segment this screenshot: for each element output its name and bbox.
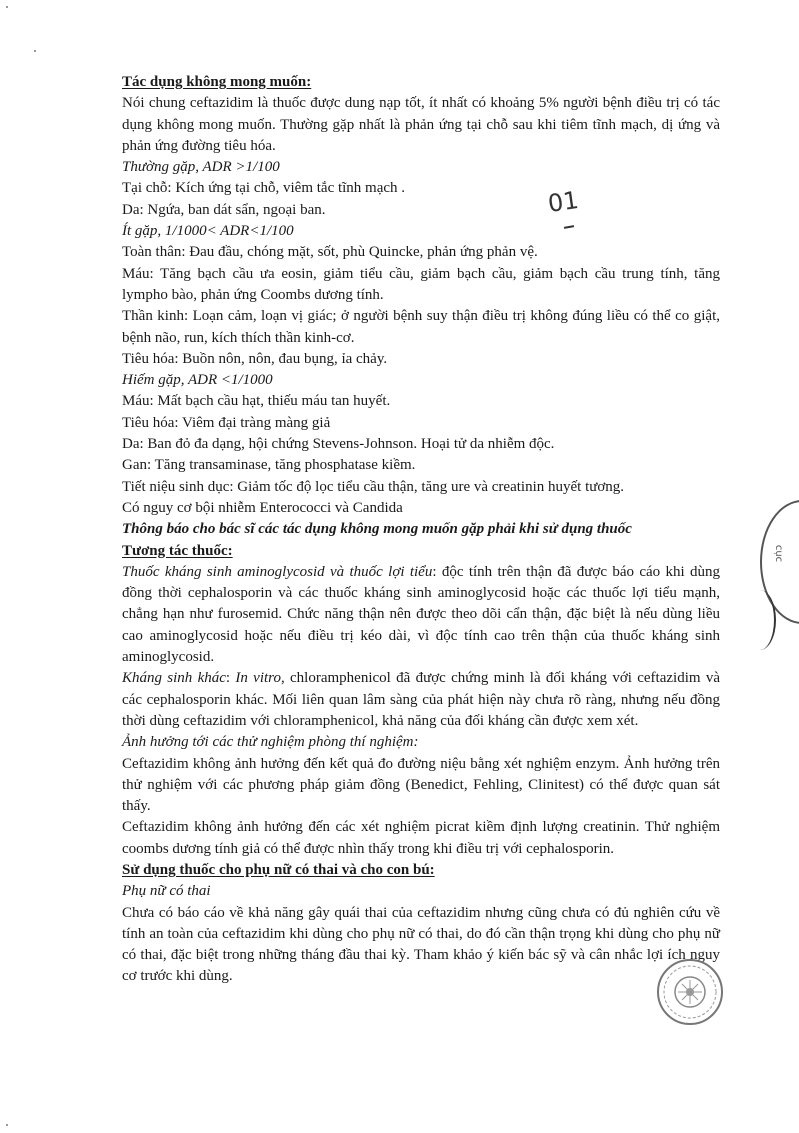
pregnancy-paragraph: Chưa có báo cáo về khả năng gây quái thai của ceftazidim nhưng cũng chưa có đủ nghiên cứu về tính an toàn của ceftazidim khi dùng cho phụ nữ có thai, do đó cần thận trọng khi dùng cho phụ nữ có thai, đặc biệt trong những tháng đầu thai kỳ. Tham khảo ý kiến bác sỹ và cân nhắc lợi ích nguy cơ trước khi dùng. bbox=[122, 904, 720, 985]
list-item: Tiêu hóa: Viêm đại tràng màng giả bbox=[122, 414, 331, 431]
edge-stamp-arc bbox=[744, 590, 776, 650]
scan-speck bbox=[6, 1124, 8, 1126]
official-seal-stamp bbox=[656, 958, 724, 1026]
interaction-text: : độc tính trên thận đã được báo cáo khi dùng đồng thời cephalosporin và các thuốc kháng sinh aminoglycosid hoặc các thuốc lợi tiểu mạnh, chẳng hạn như furosemid. Chức năng thận nên được theo dõi cẩn thận, đặc biệt là nếu dùng liều cao aminoglycosid hoặc nếu điều trị kéo dài, vì độc tính cao trên thận của thuốc kháng sinh aminoglycosid. bbox=[122, 563, 721, 666]
scan-speck bbox=[34, 50, 36, 52]
list-item: Có nguy cơ bội nhiễm Enterococci và Candida bbox=[122, 499, 403, 516]
common-frequency-label: Thường gặp, ADR >1/100 bbox=[122, 159, 280, 176]
adverse-notice: Thông báo cho bác sĩ các tác dụng không mong muốn gặp phải khi sử dụng thuốc bbox=[122, 521, 632, 538]
handwritten-page-mark: 01 bbox=[546, 186, 581, 218]
document-body bbox=[122, 72, 720, 988]
lab-tests-paragraph: Ceftazidim không ảnh hưởng đến các xét nghiệm picrat kiềm định lượng creatinin. Thử nghiệm coombs dương tính giả có thể được nhìn thấy trong khi điều trị với cephalosporin. bbox=[122, 819, 720, 857]
lab-tests-paragraph: Ceftazidim không ảnh hưởng đến kết quả đo đường niệu bằng xét nghiệm enzym. Ảnh hưởng trên thử nghiệm với các phương pháp giảm đồng (Benedict, Fehling, Clinitest) có thể được quan sát thấy. bbox=[122, 755, 720, 815]
lab-tests-label: Ảnh hưởng tới các thử nghiệm phòng thí nghiệm: bbox=[122, 734, 419, 751]
list-item: Tại chỗ: Kích ứng tại chỗ, viêm tắc tĩnh mạch . bbox=[122, 180, 406, 197]
section-heading-interactions: Tương tác thuốc: bbox=[122, 542, 233, 559]
pregnancy-sub-label: Phụ nữ có thai bbox=[122, 883, 211, 900]
interaction-label: Thuốc kháng sinh aminoglycosid và thuốc lợi tiểu bbox=[122, 563, 433, 580]
list-item: Gan: Tăng transaminase, tăng phosphatase kiềm. bbox=[122, 457, 416, 474]
list-item: Máu: Mất bạch cầu hạt, thiếu máu tan huyết. bbox=[122, 393, 391, 410]
adverse-intro-paragraph: Nói chung ceftazidim là thuốc được dung nạp tốt, ít nhất có khoảng 5% người bệnh điều trị có tác dụng không mong muốn. Thường gặp nhất là phản ứng tại chỗ sau khi tiêm tĩnh mạch, dị ứng và phản ứng đường tiêu hóa. bbox=[122, 95, 720, 154]
list-item: Thần kinh: Loạn cảm, loạn vị giác; ở người bệnh suy thận điều trị không đúng liều có thể co giật, bệnh não, run, kích thích thần kinh-cơ. bbox=[122, 308, 720, 346]
list-item: Toàn thân: Đau đầu, chóng mặt, sốt, phù Quincke, phản ứng phản vệ. bbox=[122, 244, 538, 261]
list-item: Da: Ngứa, ban dát sẩn, ngoại ban. bbox=[122, 201, 326, 218]
section-heading-pregnancy: Sử dụng thuốc cho phụ nữ có thai và cho con bú: bbox=[122, 861, 435, 878]
interaction-aminoglycosid-paragraph bbox=[122, 562, 720, 668]
interaction-label: Kháng sinh khác bbox=[122, 670, 226, 687]
interaction-separator: : bbox=[225, 670, 236, 687]
scan-speck bbox=[6, 6, 8, 8]
rare-frequency-label: Hiếm gặp, ADR <1/1000 bbox=[122, 372, 273, 389]
list-item: Da: Ban đỏ đa dạng, hội chứng Stevens-Johnson. Hoại tử da nhiễm độc. bbox=[122, 436, 555, 453]
uncommon-frequency-label: Ít gặp, 1/1000< ADR<1/100 bbox=[122, 223, 294, 240]
in-vitro-term: In vitro bbox=[235, 670, 281, 687]
list-item: Máu: Tăng bạch cầu ưa eosin, giảm tiểu cầu, giảm bạch cầu, giảm bạch cầu trung tính, tăng lympho bào, phản ứng Coombs dương tính. bbox=[122, 265, 720, 303]
interaction-text: , chloramphenicol đã được chứng minh là đối kháng với ceftazidim và các cephalosporin khác. Mối liên quan lâm sàng của phát hiện này chưa rõ ràng, nhưng nếu đồng thời dùng ceftazidim với chloramphenicol, khả năng của đối kháng cần được xem xét. bbox=[122, 670, 720, 729]
interaction-other-antibiotics-paragraph bbox=[122, 668, 720, 732]
section-heading-adverse-effects: Tác dụng không mong muốn: bbox=[122, 74, 312, 90]
list-item: Tiết niệu sinh dục: Giảm tốc độ lọc tiểu cầu thận, tăng ure và creatinin huyết tương. bbox=[122, 478, 625, 495]
list-item: Tiêu hóa: Buồn nôn, nôn, đau bụng, ỉa chảy. bbox=[122, 350, 388, 367]
edge-stamp-text: cục bbox=[773, 544, 785, 563]
